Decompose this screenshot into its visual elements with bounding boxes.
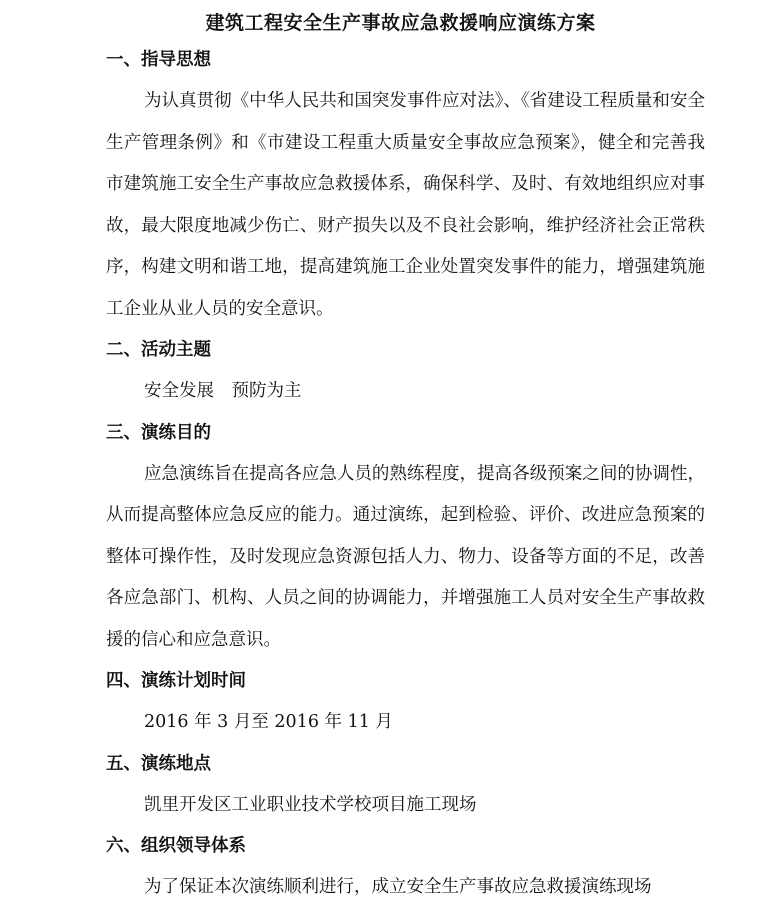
section-heading-drill-location: 五、演练地点 bbox=[106, 753, 211, 774]
section-heading-activity-theme: 二、活动主题 bbox=[106, 340, 211, 360]
section-heading-guiding-thought: 一、指导思想 bbox=[106, 50, 211, 70]
section-body-guiding-thought: 为认真贯彻《中华人民共和国突发事件应对法》、《省建设工程质量和安全生产管理条例》和《市建设工程重大质量安全事故应急预案》，健全和完善我市建筑施工安全生产事故应急救援体系，确保科学、及时、有效地组织应对事故，最大限度地减少伤亡、财产损失以及不良社会影响，维护经济社会正常秩序，构建文明和谐工地，提高建筑施工企业处置突发事件的能力，增强建筑施工企业从业人员的安全意识。 bbox=[106, 91, 705, 319]
section-heading-organization: 六、组织领导体系 bbox=[106, 836, 246, 856]
section-body-drill-purpose: 应急演练旨在提高各应急人员的熟练程度，提高各级预案之间的协调性，从而提高整体应急反应的能力。通过演练，起到检验、评价、改进应急预案的整体可操作性，及时发现应急资源包括人力、物力、设备等方面的不足，改善各应急部门、机构、人员之间的协调能力，并增强施工人员对安全生产事故救援的信心和应急意识。 bbox=[106, 463, 705, 650]
section-body-drill-schedule: 2016 年 3 月至 2016 年 11 月 bbox=[144, 712, 393, 732]
document-title: 建筑工程安全生产事故应急救援响应演练方案 bbox=[205, 12, 596, 34]
section-heading-drill-purpose: 三、演练目的 bbox=[106, 422, 211, 443]
section-body-activity-theme: 安全发展 预防为主 bbox=[144, 381, 302, 401]
section-body-drill-location: 凯里开发区工业职业技术学校项目施工现场 bbox=[144, 794, 477, 815]
section-heading-drill-schedule: 四、演练计划时间 bbox=[106, 671, 246, 691]
section-body-organization: 为了保证本次演练顺利进行，成立安全生产事故应急救援演练现场 bbox=[144, 877, 652, 897]
